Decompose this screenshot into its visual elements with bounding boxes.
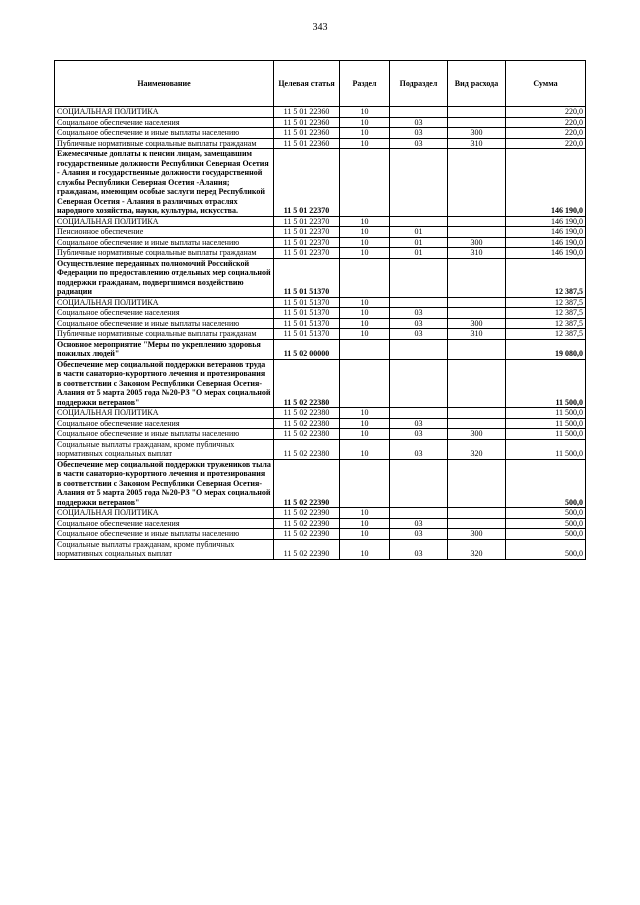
cell-target-article: 11 5 02 22380 bbox=[274, 429, 340, 440]
cell-sum: 146 190,0 bbox=[506, 227, 586, 238]
cell-subsection: 03 bbox=[390, 539, 448, 559]
cell-subsection: 03 bbox=[390, 429, 448, 440]
cell-expense-type: 300 bbox=[448, 429, 506, 440]
cell-expense-type bbox=[448, 297, 506, 308]
cell-section bbox=[340, 339, 390, 359]
cell-sum: 11 500,0 bbox=[506, 439, 586, 459]
table-row bbox=[55, 539, 586, 559]
table-row bbox=[55, 248, 586, 259]
cell-expense-type: 300 bbox=[448, 237, 506, 248]
table-row bbox=[55, 439, 586, 459]
cell-section: 10 bbox=[340, 429, 390, 440]
cell-name: Обеспечение мер социальной поддержки тружеников тыла в части санаторно-курортного лечения и протезирования в соответствии с Законом Республики Северная Осетия-Алания от 5 марта 2005 года №20-РЗ "О мерах социальной поддержки ветеранов" bbox=[55, 459, 274, 508]
header-section: Раздел bbox=[340, 61, 390, 107]
cell-target-article: 11 5 02 22390 bbox=[274, 508, 340, 519]
cell-name: Пенсионное обеспечение bbox=[55, 227, 274, 238]
cell-section: 10 bbox=[340, 248, 390, 259]
cell-section: 10 bbox=[340, 408, 390, 419]
cell-target-article: 11 5 01 22360 bbox=[274, 117, 340, 128]
cell-expense-type bbox=[448, 117, 506, 128]
cell-section: 10 bbox=[340, 117, 390, 128]
cell-sum: 11 500,0 bbox=[506, 359, 586, 408]
cell-sum: 500,0 bbox=[506, 459, 586, 508]
cell-target-article: 11 5 01 22360 bbox=[274, 138, 340, 149]
cell-section: 10 bbox=[340, 518, 390, 529]
cell-section: 10 bbox=[340, 418, 390, 429]
cell-section bbox=[340, 258, 390, 297]
cell-subsection: 01 bbox=[390, 248, 448, 259]
cell-target-article: 11 5 02 22390 bbox=[274, 518, 340, 529]
cell-subsection: 03 bbox=[390, 518, 448, 529]
cell-target-article: 11 5 02 22390 bbox=[274, 459, 340, 508]
cell-sum: 146 190,0 bbox=[506, 248, 586, 259]
cell-expense-type: 320 bbox=[448, 539, 506, 559]
table-body bbox=[55, 107, 586, 560]
cell-sum: 12 387,5 bbox=[506, 308, 586, 319]
cell-target-article: 11 5 01 22360 bbox=[274, 128, 340, 139]
cell-subsection bbox=[390, 258, 448, 297]
header-sum: Сумма bbox=[506, 61, 586, 107]
cell-expense-type: 310 bbox=[448, 138, 506, 149]
cell-expense-type bbox=[448, 216, 506, 227]
cell-section: 10 bbox=[340, 308, 390, 319]
cell-sum: 146 190,0 bbox=[506, 149, 586, 217]
cell-expense-type bbox=[448, 408, 506, 419]
cell-expense-type bbox=[448, 359, 506, 408]
cell-section: 10 bbox=[340, 508, 390, 519]
table-row bbox=[55, 518, 586, 529]
cell-sum: 11 500,0 bbox=[506, 429, 586, 440]
table-header bbox=[55, 61, 586, 107]
cell-subsection: 03 bbox=[390, 318, 448, 329]
cell-name: СОЦИАЛЬНАЯ ПОЛИТИКА bbox=[55, 508, 274, 519]
cell-target-article: 11 5 01 22370 bbox=[274, 227, 340, 238]
cell-sum: 220,0 bbox=[506, 117, 586, 128]
cell-expense-type bbox=[448, 308, 506, 319]
cell-target-article: 11 5 02 22380 bbox=[274, 408, 340, 419]
cell-section: 10 bbox=[340, 439, 390, 459]
cell-target-article: 11 5 02 22380 bbox=[274, 439, 340, 459]
cell-name: Социальное обеспечение населения bbox=[55, 518, 274, 529]
cell-subsection bbox=[390, 459, 448, 508]
cell-name: Обеспечение мер социальной поддержки ветеранов труда в части санаторно-курортного лечения и протезирования в соответствии с Законом Республики Северная Осетия-Алания от 5 марта 2005 года №20-РЗ "О мерах социальной поддержки ветеранов" bbox=[55, 359, 274, 408]
cell-section: 10 bbox=[340, 227, 390, 238]
table-row bbox=[55, 297, 586, 308]
cell-name: СОЦИАЛЬНАЯ ПОЛИТИКА bbox=[55, 297, 274, 308]
cell-expense-type bbox=[448, 518, 506, 529]
cell-target-article: 11 5 01 51370 bbox=[274, 308, 340, 319]
cell-name: СОЦИАЛЬНАЯ ПОЛИТИКА bbox=[55, 107, 274, 118]
cell-name: Публичные нормативные социальные выплаты гражданам bbox=[55, 329, 274, 340]
cell-sum: 500,0 bbox=[506, 539, 586, 559]
cell-name: Основное мероприятие "Меры по укреплению здоровья пожилых людей" bbox=[55, 339, 274, 359]
cell-sum: 12 387,5 bbox=[506, 329, 586, 340]
cell-name: Социальное обеспечение и иные выплаты населению bbox=[55, 429, 274, 440]
cell-sum: 146 190,0 bbox=[506, 237, 586, 248]
cell-target-article: 11 5 01 22370 bbox=[274, 149, 340, 217]
header-target-article: Целевая статья bbox=[274, 61, 340, 107]
cell-name: Социальное обеспечение и иные выплаты населению bbox=[55, 529, 274, 540]
cell-expense-type: 310 bbox=[448, 329, 506, 340]
cell-name: Социальное обеспечение и иные выплаты населению bbox=[55, 237, 274, 248]
cell-target-article: 11 5 01 51370 bbox=[274, 297, 340, 308]
cell-section: 10 bbox=[340, 216, 390, 227]
cell-sum: 220,0 bbox=[506, 128, 586, 139]
cell-section: 10 bbox=[340, 297, 390, 308]
cell-expense-type bbox=[448, 418, 506, 429]
cell-subsection bbox=[390, 339, 448, 359]
cell-subsection bbox=[390, 297, 448, 308]
cell-section bbox=[340, 359, 390, 408]
cell-name: Ежемесячные доплаты к пенсии лицам, замещавшим государственные должности Республики Северная Осетия - Алания и государственные должности государственной службы Республики Северная Осетия -Алания; гражданам, имеющим особые заслуги перед Республикой Северная Осетия - Алания в различных отраслях народного хозяйства, науки, культуры, искусства. bbox=[55, 149, 274, 217]
cell-target-article: 11 5 01 22360 bbox=[274, 107, 340, 118]
cell-expense-type bbox=[448, 149, 506, 217]
table-row bbox=[55, 318, 586, 329]
cell-subsection: 03 bbox=[390, 529, 448, 540]
cell-section: 10 bbox=[340, 138, 390, 149]
cell-sum: 146 190,0 bbox=[506, 216, 586, 227]
table-row bbox=[55, 429, 586, 440]
table-row bbox=[55, 508, 586, 519]
cell-subsection: 03 bbox=[390, 329, 448, 340]
cell-target-article: 11 5 01 51370 bbox=[274, 329, 340, 340]
cell-subsection bbox=[390, 408, 448, 419]
table-row bbox=[55, 237, 586, 248]
table-row bbox=[55, 216, 586, 227]
cell-target-article: 11 5 02 22390 bbox=[274, 539, 340, 559]
cell-name: Социальные выплаты гражданам, кроме публичных нормативных социальных выплат bbox=[55, 539, 274, 559]
cell-sum: 500,0 bbox=[506, 508, 586, 519]
table-row bbox=[55, 258, 586, 297]
cell-name: Социальное обеспечение населения bbox=[55, 418, 274, 429]
cell-expense-type bbox=[448, 107, 506, 118]
table-row bbox=[55, 149, 586, 217]
table-row bbox=[55, 329, 586, 340]
cell-section: 10 bbox=[340, 128, 390, 139]
header-expense-type: Вид расхода bbox=[448, 61, 506, 107]
cell-expense-type: 310 bbox=[448, 248, 506, 259]
cell-sum: 11 500,0 bbox=[506, 408, 586, 419]
cell-expense-type: 300 bbox=[448, 529, 506, 540]
table-row bbox=[55, 227, 586, 238]
cell-subsection: 03 bbox=[390, 418, 448, 429]
cell-target-article: 11 5 02 22390 bbox=[274, 529, 340, 540]
table-row bbox=[55, 459, 586, 508]
cell-expense-type bbox=[448, 508, 506, 519]
cell-subsection: 03 bbox=[390, 117, 448, 128]
cell-name: Осуществление переданных полномочий Российской Федерации по предоставлению отдельных мер социальной поддержки гражданам, подвергшимся воздействию радиации bbox=[55, 258, 274, 297]
cell-target-article: 11 5 01 22370 bbox=[274, 237, 340, 248]
cell-sum: 19 080,0 bbox=[506, 339, 586, 359]
cell-target-article: 11 5 01 22370 bbox=[274, 216, 340, 227]
cell-subsection: 01 bbox=[390, 237, 448, 248]
cell-expense-type: 300 bbox=[448, 128, 506, 139]
header-row bbox=[55, 61, 586, 107]
table-row bbox=[55, 339, 586, 359]
cell-sum: 500,0 bbox=[506, 518, 586, 529]
cell-sum: 11 500,0 bbox=[506, 418, 586, 429]
cell-sum: 12 387,5 bbox=[506, 318, 586, 329]
cell-subsection: 03 bbox=[390, 128, 448, 139]
cell-section bbox=[340, 149, 390, 217]
cell-name: Публичные нормативные социальные выплаты гражданам bbox=[55, 248, 274, 259]
cell-section: 10 bbox=[340, 529, 390, 540]
cell-subsection bbox=[390, 149, 448, 217]
cell-target-article: 11 5 01 51370 bbox=[274, 258, 340, 297]
cell-section bbox=[340, 459, 390, 508]
cell-subsection: 03 bbox=[390, 439, 448, 459]
page-number: 343 bbox=[312, 22, 328, 33]
table-row bbox=[55, 529, 586, 540]
table-row bbox=[55, 308, 586, 319]
cell-name: Социальное обеспечение населения bbox=[55, 308, 274, 319]
cell-name: Социальное обеспечение и иные выплаты населению bbox=[55, 318, 274, 329]
header-subsection: Подраздел bbox=[390, 61, 448, 107]
cell-target-article: 11 5 01 22370 bbox=[274, 248, 340, 259]
table-row bbox=[55, 408, 586, 419]
cell-section: 10 bbox=[340, 329, 390, 340]
cell-name: Публичные нормативные социальные выплаты гражданам bbox=[55, 138, 274, 149]
header-name: Наименование bbox=[55, 61, 274, 107]
cell-expense-type: 320 bbox=[448, 439, 506, 459]
cell-section: 10 bbox=[340, 539, 390, 559]
table-row bbox=[55, 359, 586, 408]
table-row bbox=[55, 117, 586, 128]
cell-subsection bbox=[390, 508, 448, 519]
cell-target-article: 11 5 02 22380 bbox=[274, 359, 340, 408]
cell-expense-type bbox=[448, 339, 506, 359]
cell-target-article: 11 5 02 22380 bbox=[274, 418, 340, 429]
cell-section: 10 bbox=[340, 237, 390, 248]
cell-name: Социальное обеспечение и иные выплаты населению bbox=[55, 128, 274, 139]
table-row bbox=[55, 128, 586, 139]
cell-section: 10 bbox=[340, 318, 390, 329]
cell-expense-type bbox=[448, 459, 506, 508]
cell-sum: 220,0 bbox=[506, 107, 586, 118]
cell-subsection: 03 bbox=[390, 308, 448, 319]
cell-sum: 12 387,5 bbox=[506, 258, 586, 297]
cell-subsection: 01 bbox=[390, 227, 448, 238]
cell-subsection: 03 bbox=[390, 138, 448, 149]
cell-target-article: 11 5 01 51370 bbox=[274, 318, 340, 329]
cell-sum: 12 387,5 bbox=[506, 297, 586, 308]
cell-name: СОЦИАЛЬНАЯ ПОЛИТИКА bbox=[55, 408, 274, 419]
cell-name: СОЦИАЛЬНАЯ ПОЛИТИКА bbox=[55, 216, 274, 227]
table-row bbox=[55, 138, 586, 149]
cell-expense-type bbox=[448, 258, 506, 297]
cell-subsection bbox=[390, 107, 448, 118]
cell-name: Социальное обеспечение населения bbox=[55, 117, 274, 128]
cell-expense-type: 300 bbox=[448, 318, 506, 329]
cell-name: Социальные выплаты гражданам, кроме публичных нормативных социальных выплат bbox=[55, 439, 274, 459]
cell-subsection bbox=[390, 216, 448, 227]
table-row bbox=[55, 418, 586, 429]
cell-expense-type bbox=[448, 227, 506, 238]
cell-target-article: 11 5 02 00000 bbox=[274, 339, 340, 359]
cell-subsection bbox=[390, 359, 448, 408]
cell-sum: 500,0 bbox=[506, 529, 586, 540]
cell-section: 10 bbox=[340, 107, 390, 118]
table-row bbox=[55, 107, 586, 118]
cell-sum: 220,0 bbox=[506, 138, 586, 149]
budget-table bbox=[54, 60, 586, 560]
